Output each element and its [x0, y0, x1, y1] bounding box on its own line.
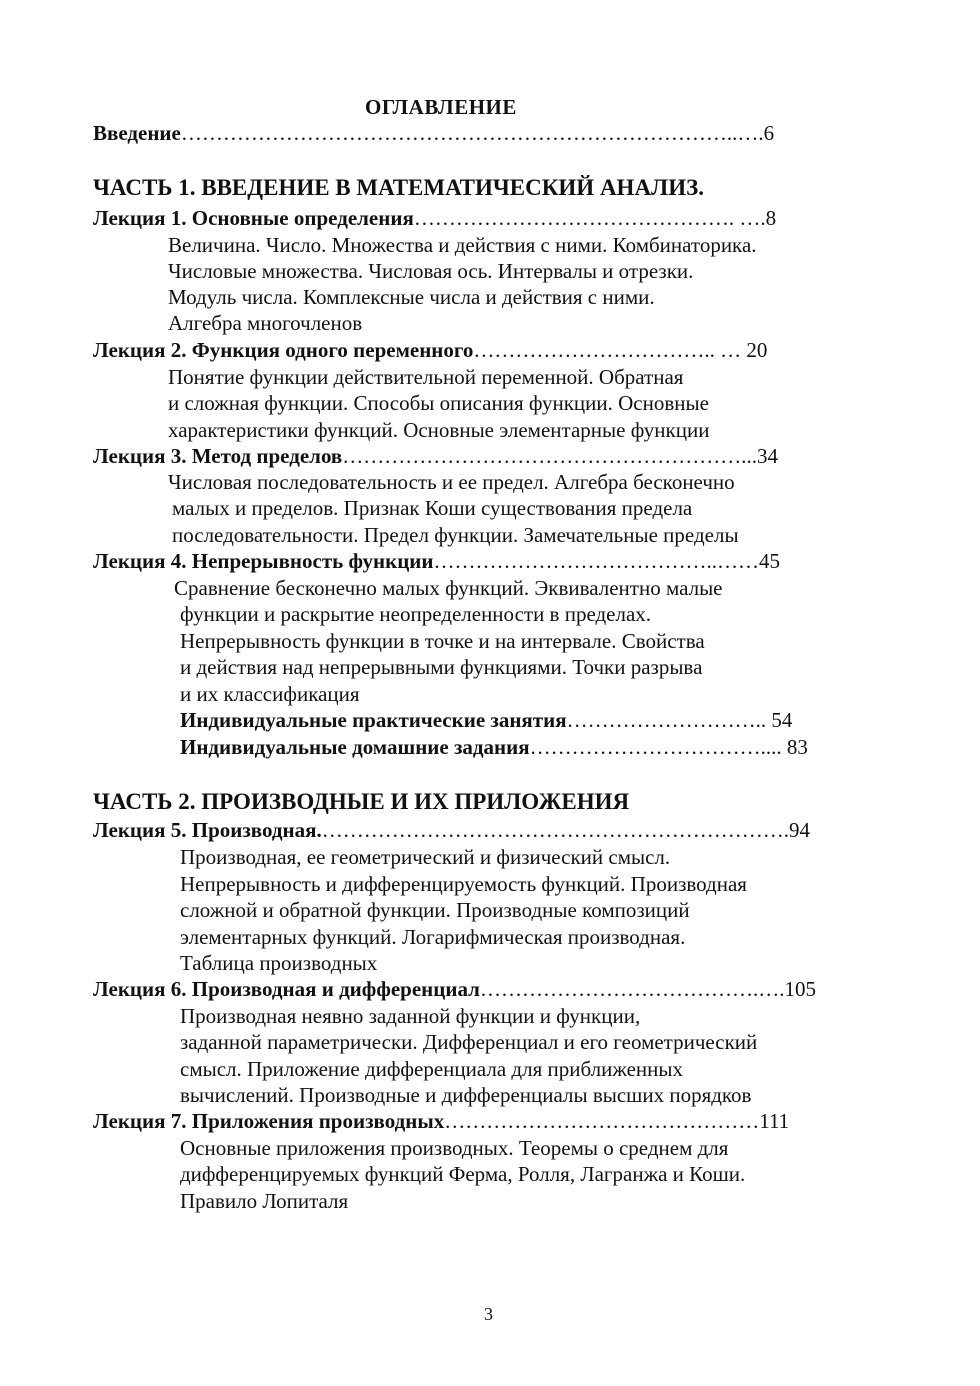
lecture-label: Лекция 5. Производная.	[93, 818, 322, 842]
topic-line: Модуль числа. Комплексные числа и действия с ними.	[168, 285, 655, 309]
topic-line: и их классификация	[180, 682, 360, 706]
topic-line: малых и пределов. Признак Коши существования предела	[172, 496, 693, 520]
leader-dots: ………………………………………	[444, 1109, 760, 1133]
leader-dots: ……………………………....	[529, 735, 782, 759]
lecture-label: Лекция 2. Функция одного переменного	[93, 338, 474, 362]
toc-entry-lecture-6[interactable]	[93, 976, 816, 1002]
topic-line: последовательности. Предел функции. Замечательные пределы	[172, 523, 739, 547]
topic-line: Производная, ее геометрический и физический смысл.	[180, 845, 671, 869]
topic-line: Числовые множества. Числовая ось. Интервалы и отрезки.	[168, 259, 694, 283]
topic-line: и сложная функции. Способы описания функции. Основные	[168, 391, 709, 415]
topic-line: Таблица производных	[180, 951, 378, 975]
leader-dots: …………………………………..……	[433, 549, 760, 573]
page-ref: 34	[757, 444, 779, 468]
topic-line: дифференцируемых функций Ферма, Ролля, Лагранжа и Коши.	[180, 1162, 746, 1186]
page-ref: 54	[771, 708, 793, 732]
page-ref: 94	[788, 818, 810, 842]
topic-line: характеристики функций. Основные элементарные функции	[168, 418, 710, 442]
lecture-label: Лекция 6. Производная и дифференциал	[93, 977, 480, 1001]
intro-dots: ……………………………………………………………………..….	[180, 121, 764, 145]
topic-line: смысл. Приложение дифференциала для приближенных	[180, 1057, 683, 1081]
toc-entry-lecture-5[interactable]	[93, 817, 810, 843]
topic-line: заданной параметрически. Дифференциал и его геометрический	[180, 1030, 758, 1054]
toc-entry-intro[interactable]	[93, 120, 774, 146]
toc-entry-lecture-1[interactable]	[93, 205, 776, 231]
topic-line: Основные приложения производных. Теоремы о среднем для	[180, 1136, 729, 1160]
topic-line: Непрерывность и дифференцируемость функций. Производная	[180, 872, 747, 896]
topic-line: вычислений. Производные и дифференциалы высших порядков	[180, 1083, 752, 1107]
leader-dots: ………………………………….….	[479, 977, 785, 1001]
intro-page: 6	[763, 121, 775, 145]
part2-title: ЧАСТЬ 2. ПРОИЗВОДНЫЕ И ИХ ПРИЛОЖЕНИЯ	[93, 789, 630, 814]
leader-dots: ………………………..	[566, 708, 767, 732]
extra-label: Индивидуальные практические занятия	[180, 708, 567, 732]
toc-entry-practice[interactable]	[180, 707, 792, 733]
lecture-label: Лекция 7. Приложения производных	[93, 1109, 445, 1133]
leader-dots: ………………………………………………………….	[321, 818, 789, 842]
page-ref: 105	[784, 977, 816, 1001]
toc-entry-lecture-4[interactable]	[93, 548, 780, 574]
lecture-label: Лекция 3. Метод пределов	[93, 444, 343, 468]
leader-dots: …………………………………………………...	[342, 444, 758, 468]
lecture-label: Лекция 4. Непрерывность функции	[93, 549, 434, 573]
topic-line: Алгебра многочленов	[168, 311, 363, 335]
toc-entry-lecture-7[interactable]	[93, 1108, 789, 1134]
page-number: 3	[484, 1304, 493, 1324]
page-ref: 20	[746, 338, 768, 362]
intro-label: Введение	[93, 121, 181, 145]
topic-line: Правило Лопиталя	[180, 1189, 349, 1213]
topic-line: Понятие функции действительной переменной. Обратная	[168, 365, 684, 389]
leader-dots: ………………………………………. ….	[413, 206, 766, 230]
toc-entry-homework[interactable]	[180, 734, 808, 760]
topic-line: сложной и обратной функции. Производные композиций	[180, 898, 690, 922]
page-ref: 45	[759, 549, 781, 573]
page-ref: 8	[765, 206, 777, 230]
topic-line: функции и раскрытие неопределенности в пределах.	[180, 602, 652, 626]
extra-label: Индивидуальные домашние задания	[180, 735, 530, 759]
topic-line: Величина. Число. Множества и действия с ними. Комбинаторика.	[168, 233, 757, 257]
topic-line: элементарных функций. Логарифмическая производная.	[180, 925, 686, 949]
toc-title: ОГЛАВЛЕНИЕ	[365, 95, 517, 119]
topic-line: Непрерывность функции в точке и на интервале. Свойства	[180, 629, 705, 653]
page-ref: 111	[759, 1109, 790, 1133]
topic-line: Числовая последовательность и ее предел. Алгебра бесконечно	[168, 470, 735, 494]
part1-title: ЧАСТЬ 1. ВВЕДЕНИЕ В МАТЕМАТИЧЕСКИЙ АНАЛИЗ.	[93, 175, 704, 200]
topic-line: и действия над непрерывными функциями. Точки разрыва	[180, 655, 703, 679]
page-ref: 83	[786, 735, 808, 759]
toc-entry-lecture-2[interactable]	[93, 337, 767, 363]
leader-dots: …………………………….. …	[473, 338, 742, 362]
topic-line: Производная неявно заданной функции и функции,	[180, 1004, 641, 1028]
lecture-label: Лекция 1. Основные определения	[93, 206, 414, 230]
toc-entry-lecture-3[interactable]	[93, 443, 778, 469]
topic-line: Сравнение бесконечно малых функций. Эквивалентно малые	[174, 576, 723, 600]
